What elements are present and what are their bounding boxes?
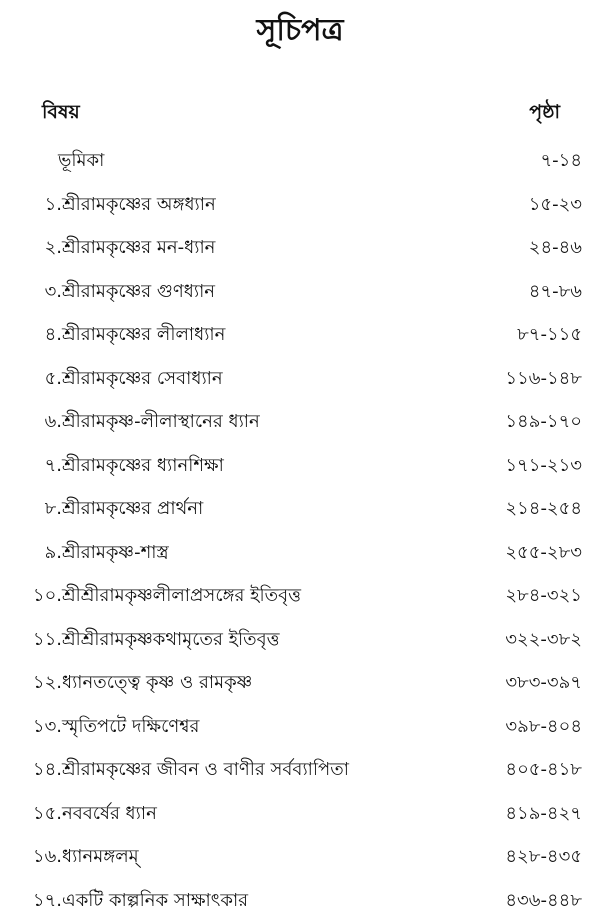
entry-number: ১৫. [32,802,62,824]
toc-entry [0,750,600,790]
entry-pages: ৩২২-৩৮২ [505,628,582,650]
toc-entry [0,620,600,660]
toc-entry [0,837,600,877]
entry-title: ভূমিকা [58,150,105,171]
entry-number: ৮. [44,498,62,519]
entry-pages: ৪৩৬-৪৪৮ [505,889,582,911]
entry-pages: ২১৪-২৫৪ [505,498,582,519]
entry-pages: ১৪৯-১৭০ [505,411,582,432]
entry-pages: ২৫৫-২৮৩ [505,541,582,563]
toc-entry [0,141,600,181]
toc-entry [0,315,600,355]
entry-title: শ্রীরামকৃষ্ণের মন-ধ্যান [62,237,216,258]
entry-number: ১. [44,193,62,215]
entry-title: শ্রীরামকৃষ্ণের ধ্যানশিক্ষা [62,454,224,476]
entry-title: শ্রীরামকৃষ্ণের লীলাধ্যান [62,324,226,345]
entry-title: শ্রীরামকৃষ্ণ-লীলাস্থানের ধ্যান [62,411,260,432]
toc-entry [0,359,600,399]
entry-title: স্মৃতিপটে দক্ষিণেশ্বর [62,715,200,737]
entry-title: নববর্ষের ধ্যান [62,802,157,824]
entry-pages: ৮৭-১১৫ [517,324,582,345]
entry-number: ১২. [32,672,62,693]
entry-pages: ৪০৫-৪১৮ [505,759,582,780]
toc-entry [0,663,600,703]
entry-pages: ১১৬-১৪৮ [505,367,582,389]
entry-number: ৪. [44,324,62,345]
entry-title: শ্রীশ্রীরামকৃষ্ণলীলাপ্রসঙ্গের ইতিবৃত্ত [62,585,302,606]
entry-title: একটি কাল্পনিক সাক্ষাৎকার [62,889,249,911]
entry-title: ধ্যানমঙ্গলম্ [62,846,139,867]
entry-number: ৩. [44,280,62,302]
page-title: সূচিপত্র [256,13,344,48]
entry-number: ১০. [32,585,62,606]
entry-pages: ৪১৯-৪২৭ [505,802,582,824]
entry-pages: ৪২৮-৪৩৫ [505,846,582,867]
entry-pages: ১৭১-২১৩ [505,454,582,476]
entry-pages: ৭-১৪ [540,150,582,171]
toc-entry [0,489,600,529]
toc-entry [0,881,600,921]
entry-pages: ৩৯৮-৪০৪ [505,715,582,737]
entry-pages: ২৮৪-৩২১ [505,585,582,606]
toc-entry [0,185,600,225]
entry-title: ধ্যানতত্ত্বে কৃষ্ণ ও রামকৃষ্ণ [62,672,253,693]
entry-title: শ্রীরামকৃষ্ণের জীবন ও বাণীর সর্বব্যাপিতা [62,759,349,780]
entry-number: ২. [44,237,62,258]
entry-title: শ্রীরামকৃষ্ণ-শাস্ত্র [62,541,169,563]
entry-pages: ১৫-২৩ [528,193,582,215]
entry-number: ১৩. [32,715,62,737]
entry-pages: ৪৭-৮৬ [528,280,582,302]
entry-number: ৫. [44,367,62,389]
toc-entry [0,533,600,573]
entry-pages: ৩৮৩-৩৯৭ [505,672,582,693]
toc-entry [0,402,600,442]
toc-entry [0,228,600,268]
entry-title: শ্রীরামকৃষ্ণের অঙ্গধ্যান [62,193,216,215]
header-page: পৃষ্ঠা [529,101,560,123]
entry-number: ৯. [44,541,62,563]
toc-entry [0,576,600,616]
entry-number: ১৪. [32,759,62,780]
entry-number: ৬. [44,411,62,432]
entry-number: ১১. [32,628,62,650]
entry-title: শ্রীরামকৃষ্ণের সেবাধ্যান [62,367,223,389]
entry-number: ১৬. [32,846,62,867]
toc-entry [0,272,600,312]
entry-number: ৭. [44,454,62,476]
entry-title: শ্রীশ্রীরামকৃষ্ণকথামৃতের ইতিবৃত্ত [62,628,280,650]
entry-pages: ২৪-৪৬ [528,237,582,258]
entry-title: শ্রীরামকৃষ্ণের প্রার্থনা [62,498,204,519]
header-subject: বিষয় [42,101,80,123]
toc-entry [0,794,600,834]
toc-entry [0,446,600,486]
toc-entry [0,707,600,747]
entry-number: ১৭. [32,889,62,911]
entry-title: শ্রীরামকৃষ্ণের গুণধ্যান [62,280,216,302]
